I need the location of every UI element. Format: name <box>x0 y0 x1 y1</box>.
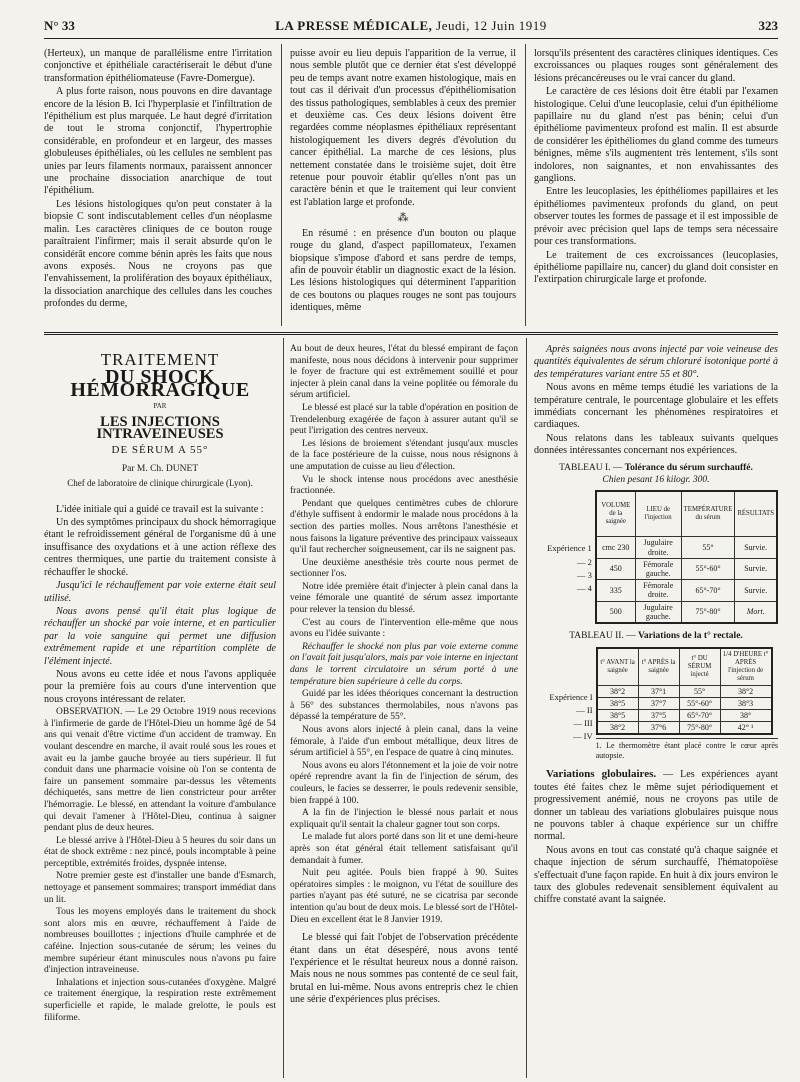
table-2-block <box>534 647 778 761</box>
row-label: Expérience 1 <box>547 543 592 554</box>
table-1-prefix: TABLEAU I. — <box>559 462 623 473</box>
paragraph: Notre idée première était d'injecter à plein canal dans la veine fémorale une quantité de sérum assez importante pour relever la tension du blessé. <box>290 581 518 616</box>
table-1-block <box>534 490 778 624</box>
paragraph: Pendant que quelques centimètres cubes de chlorure d'éthyle suffisent à endormir le malade nous procédons à la section des parties molles. Nous arrêtons l'anesthésie et nous faisons la ligature préventive des principaux vaisseaux qu'il faut rechercher soigneusement, car ils ne saignent pas. <box>290 498 518 556</box>
paragraph: Réchauffer le shocké non plus par voie externe comme on l'avait fait jusqu'alors, mais par voie interne en injectant dans le torrent circulatoire un sérum porté à une température bien supérieure à celle du corps. <box>290 641 518 687</box>
paragraph: puisse avoir eu lieu depuis l'apparition de la verrue, il nous semble plutôt que ce dernier état s'est développé peu de temps avant notre examen histologique, mais en tout cas il dérivait d'un processus d'épithéliomisation des tissus pathologiques, semblables à ceux des premier et deuxième cas. Ces deux lésions doivent être regardées comme néoplasmes épithéliaux représentant histologiquement les divers degrés d'évolution du cancer épithélial. La marche de ces lésions, plus nettement constatée dans le troisième sujet, doit être retenue pour pouvoir établir qu'elles n'ont pas un caractère bénin et que le traitement qui leur convient est l'ablation large et profonde. <box>290 48 516 208</box>
article-affiliation: Chef de laboratoire de clinique chirurgicale (Lyon). <box>67 478 253 489</box>
paragraph: L'idée initiale qui a guidé ce travail est la suivante : <box>56 503 264 515</box>
article-title-line-2: DU SHOCK HÉMORRAGIQUE <box>70 366 250 401</box>
cell-t-before: 38°2 <box>597 685 639 697</box>
cell-temp: 55° <box>681 537 735 558</box>
top-column-3 <box>534 48 778 324</box>
paragraph: Nous avons eu cette idée et nous l'avons appliquée pour la première fois au cours d'une intervention que nous croyons intéressant de relater. <box>44 668 276 705</box>
table-2-frame <box>596 647 778 761</box>
article-par: PAR <box>153 402 167 411</box>
paragraph: Nous avons eu alors l'étonnement et la joie de voir notre opéré reprendre avant la fin de l'injection de sérum, des couleurs, le facies se desserrer, le pouls redevenir sensible, bien frappé à 100. <box>290 760 518 806</box>
cell-t-before: 38°5 <box>597 709 639 721</box>
table-row <box>597 697 772 709</box>
column-rule <box>525 44 526 326</box>
paragraph: OBSERVATION. — Le 29 Octobre 1919 nous recevions à l'infirmerie de garde de l'Hôtel-Dieu un homme âgé de 54 ans qui venait d'être victime d'un accident de tramway. En voulant descendre en marche, il avait roulé sous les roues et avait eu la jambe gauche broyée au tiers supérieur. Il fut conduit dans une pharmacie voisine où l'on se contenta de faire un pansement sommaire par-dessus les vêtements déchiquetés, sans mettre de lien constricteur pour arrêter l'hémorragie. Le blessé, en attendant la voiture d'ambulance qui devait l'amener à l'Hôtel-Dieu, continua à saigner pendant plus de deux heures. <box>44 707 276 834</box>
issue-date: Jeudi, 12 Juin 1919 <box>432 18 547 33</box>
header-rule <box>44 38 778 39</box>
cell-temp: 75°-80° <box>681 601 735 623</box>
cell-volume: 450 <box>596 558 635 579</box>
cell-t-after: 37°6 <box>638 722 679 735</box>
table-1-subtitle: Chien pesant 16 kilogr. 300. <box>602 475 710 486</box>
article-title-line-1: TRAITEMENT <box>100 350 220 369</box>
article-title-line-4: DE SÉRUM A 55° <box>111 444 209 457</box>
table-row <box>596 601 777 623</box>
subheading-globular: Variations globulaires. <box>546 768 657 781</box>
cell-t-serum: 55°-60° <box>679 697 720 709</box>
journal-title <box>44 18 778 34</box>
col-header: t° APRÈS la saignée <box>638 648 679 686</box>
paragraph: Vu le shock intense nous procédons avec anesthésie fractionnée. <box>290 474 518 497</box>
cell-lieu: Fémorale gauche. <box>635 558 681 579</box>
cell-temp: 55°-60° <box>681 558 735 579</box>
top-column-1 <box>44 48 272 324</box>
cell-t-quarter: 38°2 <box>720 685 772 697</box>
paragraph: Nous avons pensé qu'il était plus logique de réchauffer un shocké par voie interne, et en particulier par la voie sanguine qui permet une diffusion extrêmement rapide et une répartition complète de l'élément injecté. <box>44 605 276 667</box>
table-1-row-labels <box>534 490 595 595</box>
paragraph: Nous avons en même temps étudié les variations de la température centrale, le pourcentage globulaire et les effets immédiats concernant les phénomènes respiratoires et cardiaques. <box>534 382 778 431</box>
cell-t-before: 38°2 <box>597 722 639 735</box>
article-heading <box>44 350 276 490</box>
paragraph: Le blessé est placé sur la table d'opération en position de Trendelenburg exagérée de façon à assurer autant qu'il se peut l'irrigation des centres nerveux. <box>290 402 518 437</box>
table-header-row <box>596 491 777 537</box>
cell-result: Survie. <box>735 580 777 601</box>
cell-t-quarter: 38° <box>720 709 772 721</box>
article-column-1 <box>44 344 276 1074</box>
journal-name: LA PRESSE MÉDICALE, <box>275 18 433 33</box>
cell-t-before: 38°5 <box>597 697 639 709</box>
paragraph: En résumé : en présence d'un bouton ou plaque rouge du gland, d'aspect papillomateux, l'examen biopsique s'impose d'abord et sans perdre de temps, afin de pouvoir établir un diagnostic exact de la lésion. Les lésions histologiques qui déterminent l'apparition de ces boutons ou plaques rouges ne sont pas toujours identiques, même <box>290 227 516 314</box>
col-header: LIEU de l'injection <box>635 491 681 537</box>
table-2-footnote: 1. Le thermomètre étant placé contre le cœur après autopsie. <box>596 738 778 760</box>
paragraph: Le traitement de ces excroissances (leucoplasies, épithéliome papillaire nu, cancer) du gland doit consister en l'extirpation chirurgicale large et profonde. <box>534 249 778 286</box>
cell-lieu: Jugulaire gauche. <box>635 601 681 623</box>
row-label: — 2 <box>576 556 592 567</box>
top-column-2 <box>290 48 516 324</box>
paragraph: Le blessé arrive à l'Hôtel-Dieu à 5 heures du soir dans un état de shock extrême : nez pincé, pouls incomptable à peine perceptible, extrémités froides, dyspnée intense. <box>44 835 276 869</box>
cell-lieu: Fémorale droite. <box>635 580 681 601</box>
cell-lieu: Jugulaire droite. <box>635 537 681 558</box>
page-header <box>44 18 778 36</box>
column-rule <box>283 338 284 1078</box>
row-label: — II <box>576 704 593 715</box>
table-1-caption: Tolérance du sérum surchauffé. <box>622 462 753 473</box>
paragraph: Jusqu'ici le réchauffement par voie externe était seul utilisé. <box>44 580 276 604</box>
paragraph: Les lésions de broiement s'étendant jusqu'aux muscles de la face postérieure de la cuisse, nous nous résignons à une amputation de cuisse au lieu d'élection. <box>290 438 518 472</box>
col-header: t° AVANT la saignée <box>597 648 639 686</box>
col-header: 1/4 D'HEURE t° APRÈS l'injection de sérum <box>720 648 772 686</box>
table-header-row <box>597 648 772 686</box>
cell-t-after: 37°7 <box>638 697 679 709</box>
cell-volume: 335 <box>596 580 635 601</box>
page-number: 323 <box>758 18 778 33</box>
paragraph: Les lésions histologiques qu'on peut constater à la biopsie C sont indiscutablement celles d'un néoplasme malin. Les caractères cliniques de ce bouton rouge paraîtraient l'infirmer; mais il serait absurde qu'on le considérât encore comme bénin après les faits que nous avons exposés. Nous ne croyons pas que l'envahissement, la prolifération des boyaux épithéliaux, la dissociation anarchique des cellules dans les couches profondes du derme, <box>44 198 272 310</box>
table-2-caption: Variations de la t° rectale. <box>635 631 743 642</box>
article-author: Par M. Ch. DUNET <box>121 463 199 474</box>
cell-result: Survie. <box>735 537 777 558</box>
cell-volume: 500 <box>596 601 635 623</box>
row-label: Expérience I <box>549 691 593 702</box>
paragraph: lorsqu'ils présentent des caractères cliniques identiques. Ces excroissances ou plaques rouges sont généralement des lésions précancéreuses ou le vrai cancer du gland. <box>534 48 778 84</box>
row-label: — IV <box>572 731 593 742</box>
paragraph: Tous les moyens employés dans le traitement du shock sont alors mis en œuvre, réchauffement à l'aide de nombreuses bouillottes ; injections d'huile camphrée et de caféine. Injection sous-cutanée de sérum; les veines du membre supérieur étant minuscules nous n'avons pu faire d'injection intraveineuse. <box>44 907 276 976</box>
paragraph: Guidé par les idées théoriques concernant la destruction à 56° des substances thermolabiles, nous n'avons pas dépassé la température de 55°. <box>290 689 518 723</box>
col-header: RÉSULTATS <box>735 491 777 537</box>
column-rule <box>281 44 282 326</box>
paragraph: C'est au cours de l'intervention elle-même que nous avons eu l'idée suivante : <box>290 617 518 640</box>
table-row <box>596 537 777 558</box>
paragraph: Nous avons alors injecté à plein canal, dans la veine fémorale, à l'aide d'un embout métallique, deux litres de sérum artificiel à 55°, en l'espace de quatre à cinq minutes. <box>290 725 518 759</box>
paragraph: Nous avons en tout cas constaté qu'à chaque saignée et chaque injection de sérum surchauffé, l'hématopoïèse s'effectuait d'une façon rapide. En huit à dix jours environ le taux des globules redevenait sensiblement équivalent au chiffre constaté avant la saignée. <box>534 844 778 906</box>
cell-t-serum: 65°-70° <box>679 709 720 721</box>
article-title-line-3: LES INJECTIONS INTRAVEINEUSES <box>96 413 224 443</box>
table-row <box>597 722 772 735</box>
paragraph: Un des symptômes principaux du shock hémorragique étant le refroidissement général de l'organisme dû à une insuffisance des oxydations et à une action réflexe des centres thermiques, une partie du traitement consiste à réchauffer le shocké. <box>44 517 276 578</box>
cell-t-quarter: 42° ¹ <box>720 722 772 735</box>
col-header: t° DU SÉRUM injecté <box>679 648 720 686</box>
paragraph: (Herteux), un manque de parallélisme entre l'irritation conjonctive et épithéliale caractériserait le début d'une transformation épithéliomateuse (Favre-Domergue). <box>44 48 272 84</box>
paragraph: A la fin de l'injection le blessé nous parlait et nous expliquait qu'il sentait la chaleur gagner tout son corps. <box>290 808 518 830</box>
row-label: — III <box>573 717 593 728</box>
paragraph: Le blessé qui fait l'objet de l'observation précédente étant dans un état désespéré, nous avons tenté l'expérience et le résultat heureux nous a donné raison. Mais nous ne nous sommes pas contenté de ce seul fait, brutal en lui-même. Nous avons entrepris chez le chien une série d'expériences plus précises. <box>290 932 518 1006</box>
cell-result: Mort. <box>735 601 777 623</box>
article-column-2 <box>290 344 518 1074</box>
paragraph: Une deuxième anesthésie très courte nous permet de sectionner l'os. <box>290 557 518 580</box>
col-header: TEMPÉRATURE du sérum <box>681 491 735 537</box>
column-rule <box>526 338 527 1078</box>
cell-t-after: 37°1 <box>638 685 679 697</box>
cell-temp: 65°-70° <box>681 580 735 601</box>
paragraph: Le malade fut alors porté dans son lit et une demi-heure après son état général était tellement satisfaisant qu'il demandait à fumer. <box>290 832 518 866</box>
paragraph: Entre les leucoplasies, les épithéliomes papillaires et les épithéliomes pavimenteux profonds du gland, on peut observer toutes les formes de passage et il est impossible de prévoir avec précision quel laps de temps sera nécessaire pour ces transformations. <box>534 186 778 248</box>
cell-t-quarter: 38°3 <box>720 697 772 709</box>
section-stars: ⁂ <box>397 212 409 225</box>
table-row <box>597 685 772 697</box>
paragraph <box>534 768 778 843</box>
table-1 <box>595 490 778 624</box>
col-header: VOLUME de la saignée <box>596 491 635 537</box>
paragraph: Le caractère de ces lésions doit être établi par l'examen histologique. Celui d'une leucoplasie, celui d'un épithéliome papillaire nu du gland n'est pas bénin; celui d'un épithéliome pavimenteux profond est malin. Il est absurde de considérer les épithéliomes du gland comme des tumeurs bénignes, même s'ils augmentent très lentement, s'ils sont indolores, non saignantes, et non envahissantes des ganglions. <box>534 86 778 185</box>
table-2-row-labels <box>534 647 596 744</box>
paragraph-text: — Les expériences ayant toutes été faites chez le même sujet périodiquement et progressivement anémié, nous ne croyons pas utile de donner un tableau des variations globulaires puisque nous ne pouvons tabler à chaque expérience sur un chiffre normal. <box>534 769 778 843</box>
paragraph: A plus forte raison, nous pouvons en dire davantage encore de la lésion B. Ici l'hyperplasie et l'infiltration de l'épithélium est plus marquée. Le haut degré d'irritation de tout le stroma conjonctif, l'hypertrophie considérable, en profondeur et en largeur, des masses globuleuses épithéliales, où les cellules ne semblent pas unies par leurs filaments normaux, paraissent annoncer une prochaine dissociation anarchique de tout l'épithélium. <box>44 86 272 197</box>
newspaper-page <box>44 0 778 1082</box>
table-row <box>596 580 777 601</box>
paragraph: Notre premier geste est d'installer une bande d'Esmarch, nettoyage et pansement sommaires; transport immédiat dans un lit. <box>44 871 276 905</box>
table-row <box>597 709 772 721</box>
paragraph: Après saignées nous avons injecté par voie veineuse des quantités équivalentes de sérum chloruré isotonique porté à des températures variant entre 55 et 80°. <box>534 344 778 380</box>
paragraph: Au bout de deux heures, l'état du blessé empirant de façon manifeste, nous nous décidons à intervenir pour supprimer le foyer de fracture qui est extrêmement souillé et pour injecter à plein canal dans la veine poplitée ou fémorale du sérum artificiel. <box>290 344 518 401</box>
cell-t-serum: 55° <box>679 685 720 697</box>
paragraph: Nuit peu agitée. Pouls bien frappé à 90. Suites opératoires simples : le moignon, vu l'état de souillure des parties n'ayant pas été suturé, ne se cicatrisa par seconde intention qu'au bout de deux mois. Le blessé sort de l'Hôtel-Dieu en excellent état le 8 Janvier 1919. <box>290 868 518 925</box>
table-1-title <box>534 462 778 474</box>
cell-volume: cmc 230 <box>596 537 635 558</box>
issue-number: N° 33 <box>44 18 75 33</box>
cell-t-serum: 75°-80° <box>679 722 720 735</box>
article-column-3 <box>534 344 778 1074</box>
paragraph: Inhalations et injection sous-cutanées d'oxygène. Malgré ce traitement énergique, la respiration reste extrêmement superficielle et rapide, le malade grelotte, le pouls est filiforme. <box>44 977 276 1023</box>
table-2-title <box>534 630 778 642</box>
table-2 <box>596 647 773 736</box>
row-label: — 4 <box>576 583 592 594</box>
section-divider <box>44 332 778 335</box>
table-2-prefix: TABLEAU II. — <box>569 631 636 642</box>
row-label: — 3 <box>576 569 592 580</box>
cell-result: Survie. <box>735 558 777 579</box>
table-row <box>596 558 777 579</box>
paragraph: Nous relatons dans les tableaux suivants quelques données intéressantes concernant nos expériences. <box>534 432 778 457</box>
cell-t-after: 37°5 <box>638 709 679 721</box>
